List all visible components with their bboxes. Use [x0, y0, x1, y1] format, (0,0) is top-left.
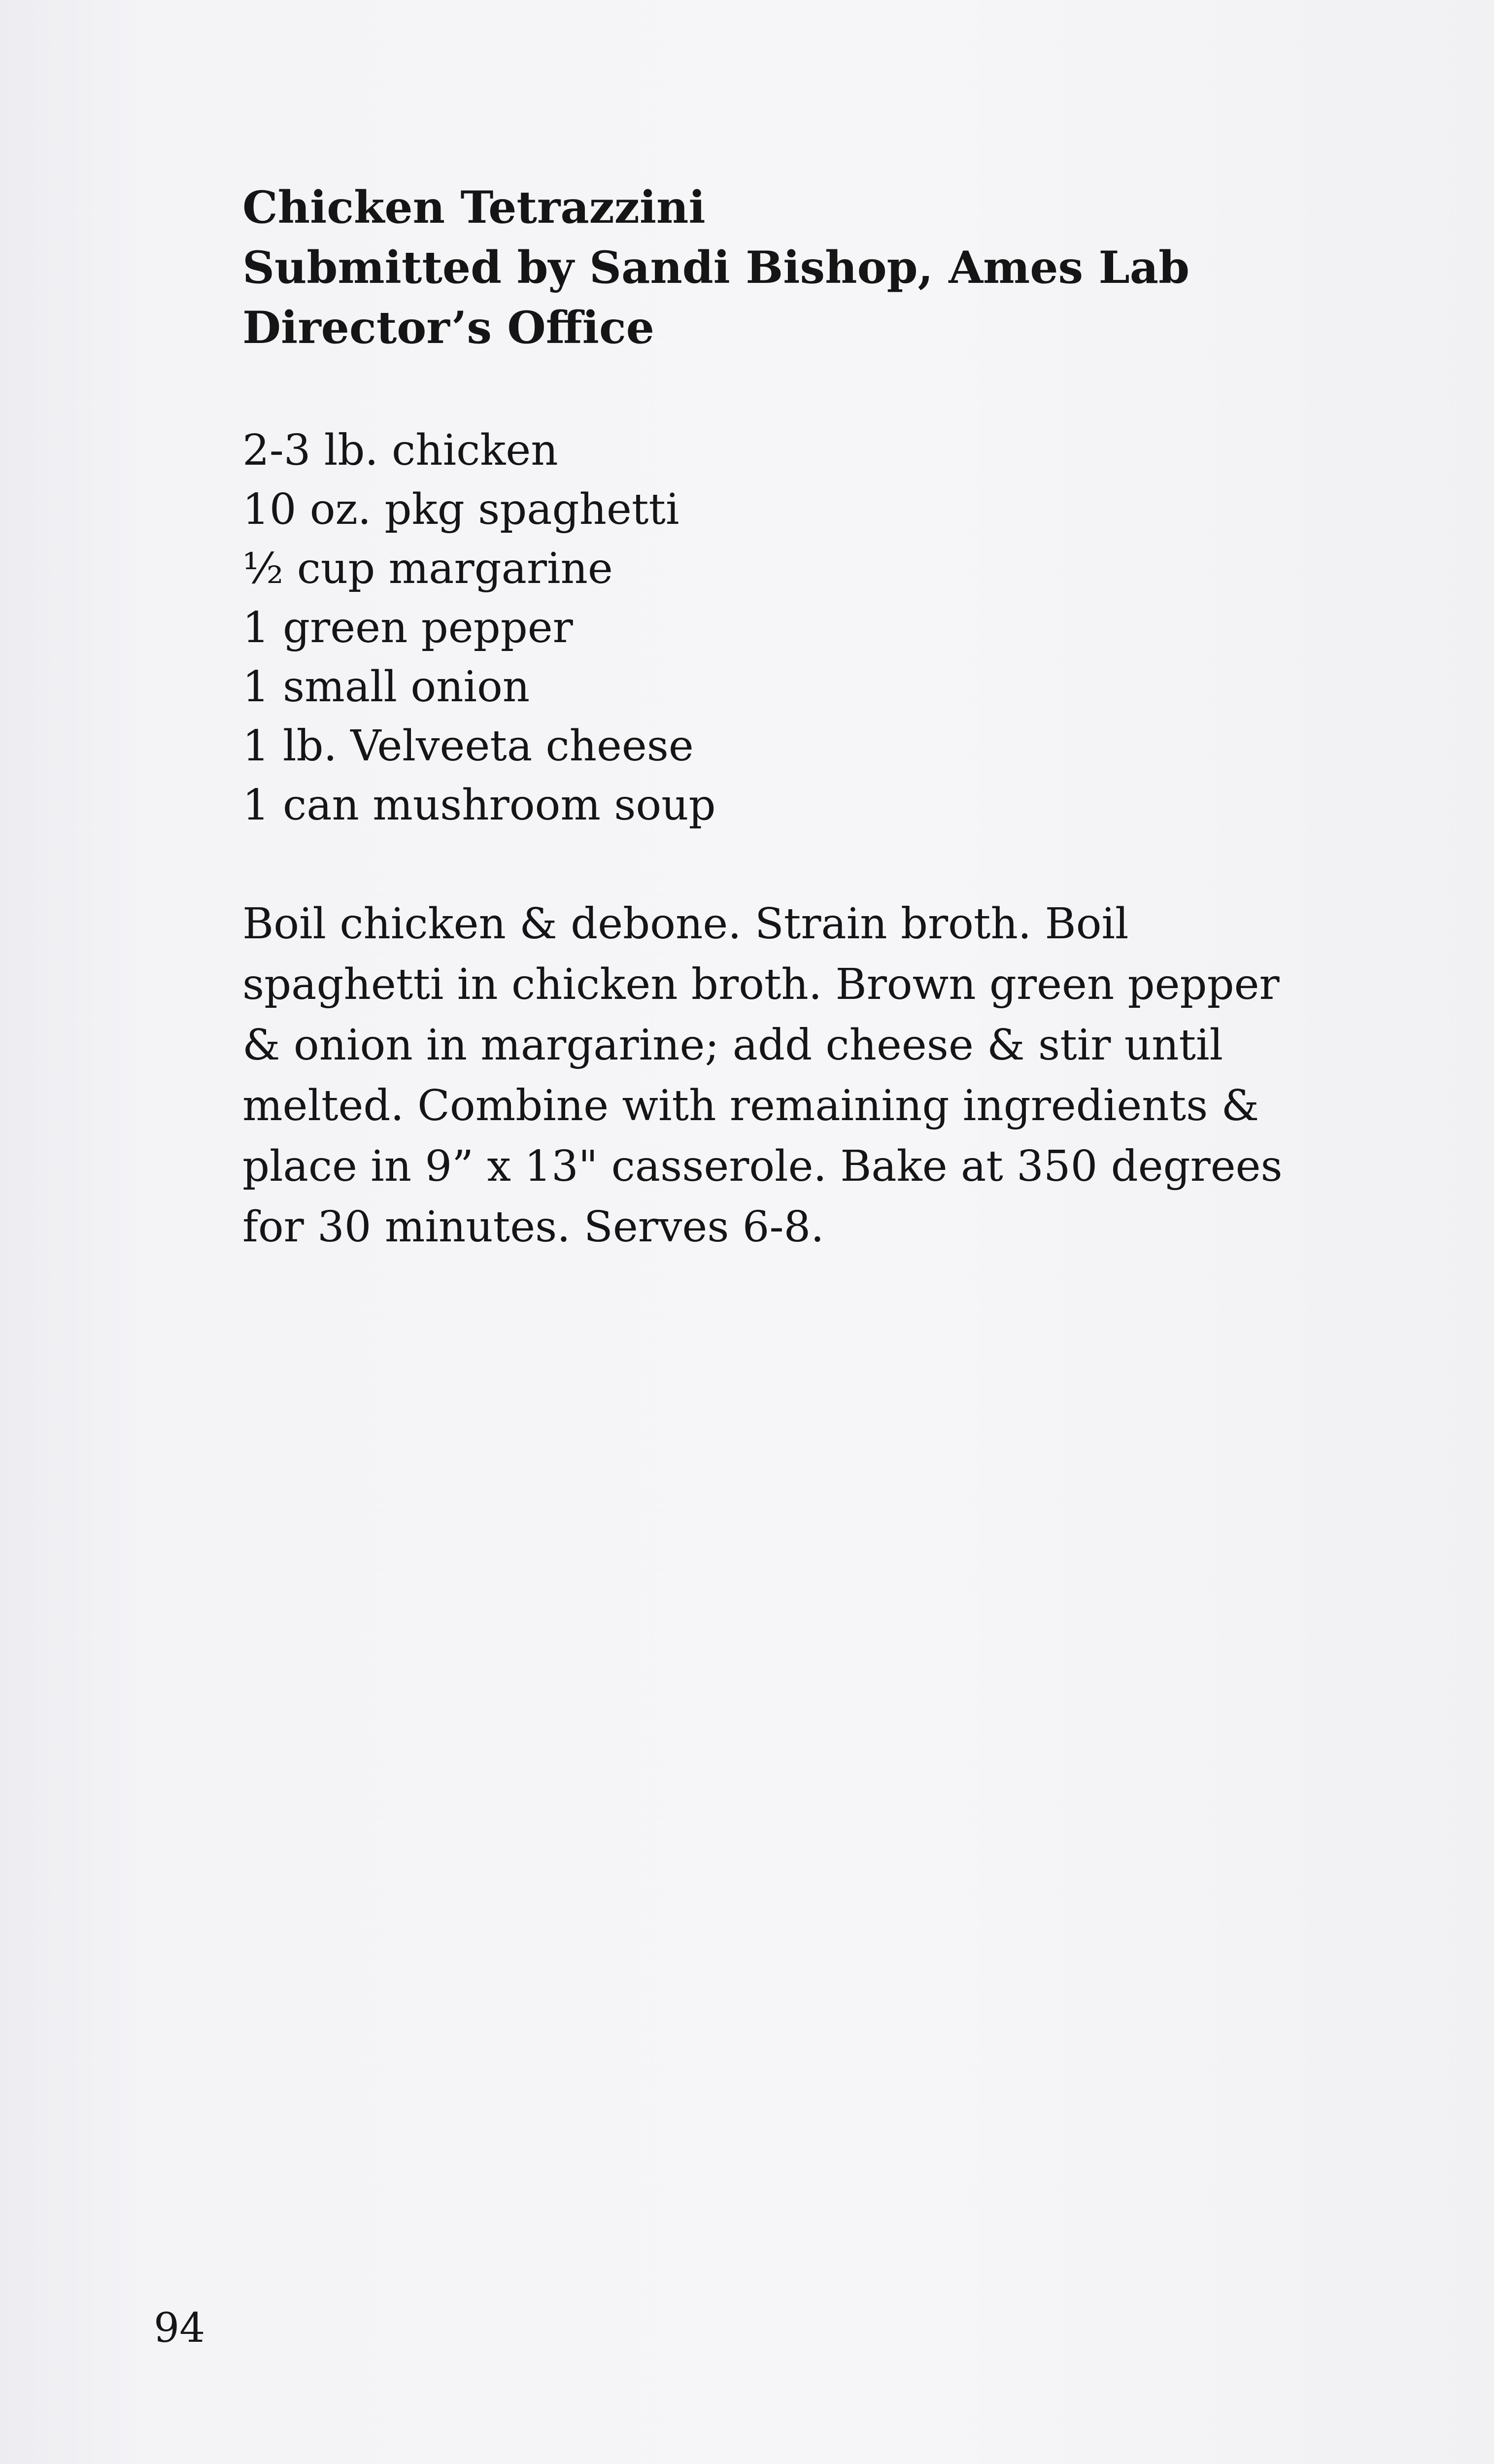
recipe-submitter-line: Submitted by Sandi Bishop, Ames Lab [242, 241, 1190, 294]
recipe-title [242, 177, 1376, 358]
directions-paragraph [242, 894, 1376, 1258]
ingredient-item: 1 small onion [242, 662, 530, 712]
recipe-content [242, 177, 1376, 1258]
ingredient-item: ½ cup margarine [242, 544, 613, 593]
directions-line: for 30 minutes. Serves 6-8. [242, 1202, 824, 1252]
recipe-submitter-office-line: Director’s Office [242, 302, 654, 354]
ingredients-list [242, 421, 1376, 835]
ingredient-item: 10 oz. pkg spaghetti [242, 485, 679, 534]
directions-line: spaghetti in chicken broth. Brown green pepper [242, 960, 1280, 1009]
ingredient-item: 2-3 lb. chicken [242, 426, 558, 475]
page-number: 94 [154, 2305, 205, 2352]
directions-line: Boil chicken & debone. Strain broth. Boil [242, 899, 1129, 949]
ingredient-item: 1 lb. Velveeta cheese [242, 721, 694, 771]
directions-line: & onion in margarine; add cheese & stir until [242, 1021, 1223, 1070]
directions-line: place in 9” x 13" casserole. Bake at 350 degrees [242, 1142, 1283, 1191]
ingredient-item: 1 can mushroom soup [242, 781, 716, 830]
directions-line: melted. Combine with remaining ingredients & [242, 1081, 1259, 1130]
recipe-title-line: Chicken Tetrazzini [242, 181, 706, 234]
ingredient-item: 1 green pepper [242, 603, 573, 652]
